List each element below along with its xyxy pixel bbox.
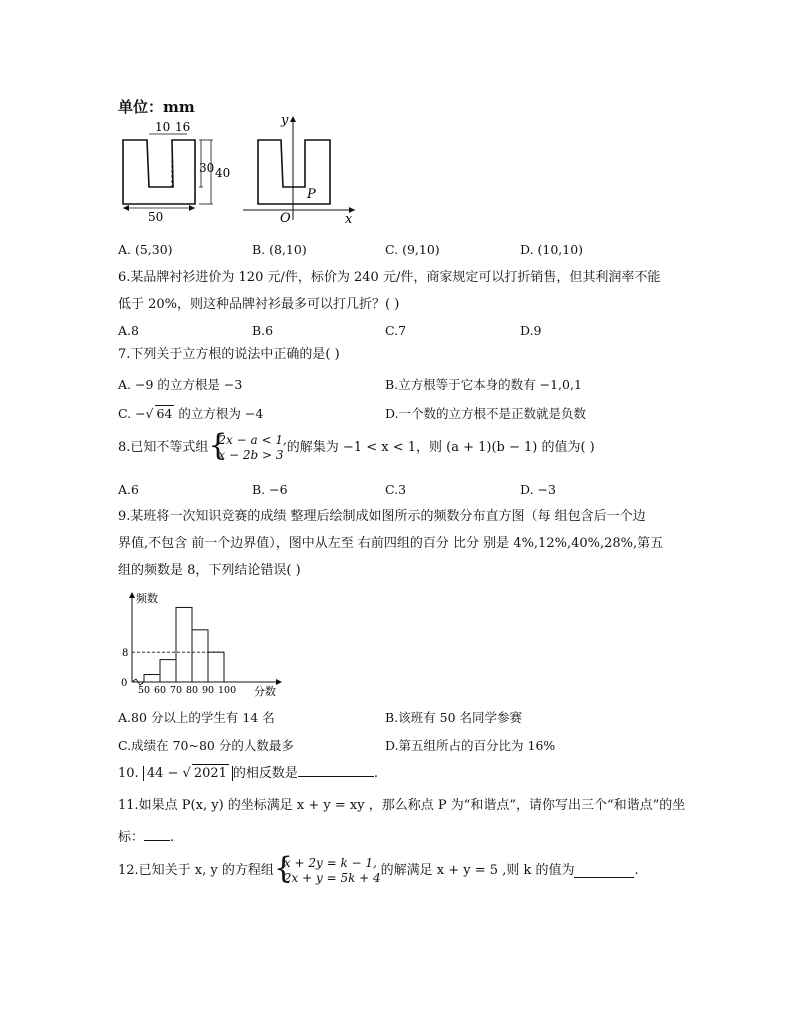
histogram-bar-50-60	[144, 675, 160, 682]
sqrt-symbol: √	[182, 766, 191, 781]
q12-system	[273, 851, 381, 886]
histogram-bar-90-100	[208, 652, 224, 682]
q7-option-b[interactable]: B.立方根等于它本身的数有 −1,0,1	[385, 377, 582, 392]
u-block-on-axes	[258, 140, 330, 204]
q5-option-d[interactable]: D. (10,10)	[520, 242, 584, 257]
q6-stem-line1: 6.某品牌衬衫进价为 120 元/件，标价为 240 元/件，商家规定可以打折销售，但其利润率不能	[118, 270, 661, 285]
histogram-bar-60-70	[160, 660, 176, 682]
histogram-y-tick-0: 0	[121, 678, 128, 689]
q12-sys-line2: 2x + y = 5k + 4	[283, 871, 381, 885]
histogram-x-tick-70: 70	[170, 685, 183, 696]
y-axis-label: y	[281, 113, 289, 128]
histogram-x-tick-100: 100	[218, 685, 237, 696]
histogram-x-tick-50: 50	[138, 685, 151, 696]
q10-absolute-value	[143, 766, 233, 781]
q11-stem-line1: 11.如果点 P(x, y) 的坐标满足 x + y = xy ，那么称点 P 为“和谐点”，请你写出三个“和谐点”的坐	[118, 798, 686, 813]
q10-radicand: 2021	[193, 766, 227, 781]
q8-option-c[interactable]: C.3	[385, 482, 407, 497]
q10-stem	[118, 764, 378, 783]
histogram-axes	[129, 592, 282, 685]
q11-stem-line2	[118, 828, 174, 847]
q6-stem-line2: 低于 20%，则这种品牌衬衫最多可以打几折？( )	[118, 297, 400, 312]
q12-end: .	[634, 863, 639, 878]
q6-option-b[interactable]: B.6	[252, 323, 274, 338]
unit-label: 单位：mm	[118, 98, 195, 116]
dim-16-label: 16	[175, 120, 191, 134]
q12-sys-line1: x + 2y = k − 1,	[283, 856, 377, 870]
histogram-x-tick-90: 90	[202, 685, 215, 696]
brace-symbol: {	[208, 428, 228, 463]
q9-option-c[interactable]: C.成绩在 70~80 分的人数最多	[118, 738, 294, 753]
q11-line2-prefix: 标：	[118, 830, 145, 845]
q6-option-a[interactable]: A.8	[118, 323, 139, 338]
histogram-bar-70-80	[176, 607, 192, 682]
q7-option-a[interactable]: A. −9 的立方根是 −3	[118, 377, 243, 392]
q7-c-prefix: C. −	[118, 406, 146, 421]
q7-c-suffix: 的立方根为 −4	[174, 406, 264, 421]
q6-option-c[interactable]: C.7	[385, 323, 407, 338]
q8-suffix: 的解集为 −1 < x < 1，则 (a + 1)(b − 1) 的值为( )	[286, 440, 595, 455]
q8-option-d[interactable]: D. −3	[520, 482, 556, 497]
q9-stem-line1: 9.某班将一次知识竞赛的成绩 整理后绘制成如图所示的频数分布直方图（每 组包含后一个边	[118, 509, 646, 524]
histogram-y-tick-8: 8	[122, 648, 129, 660]
dim-30-label: 30	[199, 161, 215, 175]
q8-prefix: 8.已知不等式组	[118, 440, 209, 455]
q7-c-radicand: 64	[156, 406, 173, 421]
histogram-x-tick-60: 60	[154, 685, 167, 696]
brace-symbol: {	[273, 851, 293, 886]
q12-prefix: 12.已知关于 x, y 的方程组	[118, 863, 274, 878]
dim-40-label: 40	[215, 166, 231, 180]
q9-option-a[interactable]: A.80 分以上的学生有 14 名	[118, 710, 275, 725]
q10-suffix: 的相反数是	[232, 766, 298, 781]
sqrt-symbol: √	[145, 406, 154, 421]
u-shape-figure	[115, 112, 365, 227]
q10-answer-blank[interactable]	[298, 764, 374, 777]
q10-expr-left: 44 −	[146, 766, 183, 781]
q9-option-d[interactable]: D.第五组所占的百分比为 16%	[385, 738, 556, 753]
q7-option-c[interactable]	[118, 404, 263, 422]
q6-option-d[interactable]: D.9	[520, 323, 542, 338]
q11-end: .	[170, 830, 175, 845]
point-p-label: P	[307, 187, 316, 202]
q10-end: .	[373, 766, 379, 781]
q9-stem-line2: 界值,不包含 前一个边界值），图中从左至 右前四组的百分 比分 别是 4%,12%,40%,28%,第五	[118, 536, 664, 551]
q8-option-a[interactable]: A.6	[118, 482, 139, 497]
q12-answer-blank[interactable]	[574, 865, 634, 878]
frequency-histogram	[112, 588, 292, 698]
q5-option-a[interactable]: A. (5,30)	[118, 242, 173, 257]
histogram-x-tick-80: 80	[186, 685, 199, 696]
q7-stem: 7.下列关于立方根的说法中正确的是( )	[118, 347, 340, 362]
q9-stem-line3: 组的频数是 8，下列结论错误( )	[118, 563, 301, 578]
q9-option-b[interactable]: B.该班有 50 名同学参赛	[385, 710, 523, 725]
u-block-outline	[123, 140, 195, 204]
dim-50-label: 50	[148, 210, 164, 224]
q12-stem	[118, 851, 639, 886]
q12-suffix: 的解满足 x + y = 5 ,则 k 的值为	[380, 863, 575, 878]
q8-sys-line2: x − 2b > 3	[218, 448, 284, 462]
origin-label: O	[280, 211, 291, 226]
histogram-bar-80-90	[192, 630, 208, 682]
q7-option-d[interactable]: D.一个数的立方根不是正数就是负数	[385, 406, 587, 421]
q8-sys-line1: 2x − a < 1,	[218, 433, 287, 447]
histogram-xlabel: 分数	[254, 685, 276, 698]
q8-stem	[118, 428, 595, 463]
q5-option-c[interactable]: C. (9,10)	[385, 242, 440, 257]
q11-answer-blank[interactable]	[144, 828, 170, 841]
q8-system	[208, 428, 287, 463]
dim-10-label: 10	[155, 120, 171, 134]
q5-option-b[interactable]: B. (8,10)	[252, 242, 307, 257]
q8-option-b[interactable]: B. −6	[252, 482, 288, 497]
q10-prefix: 10.	[118, 766, 143, 781]
histogram-ylabel: 频数	[136, 592, 158, 605]
x-axis-label: x	[345, 212, 353, 227]
